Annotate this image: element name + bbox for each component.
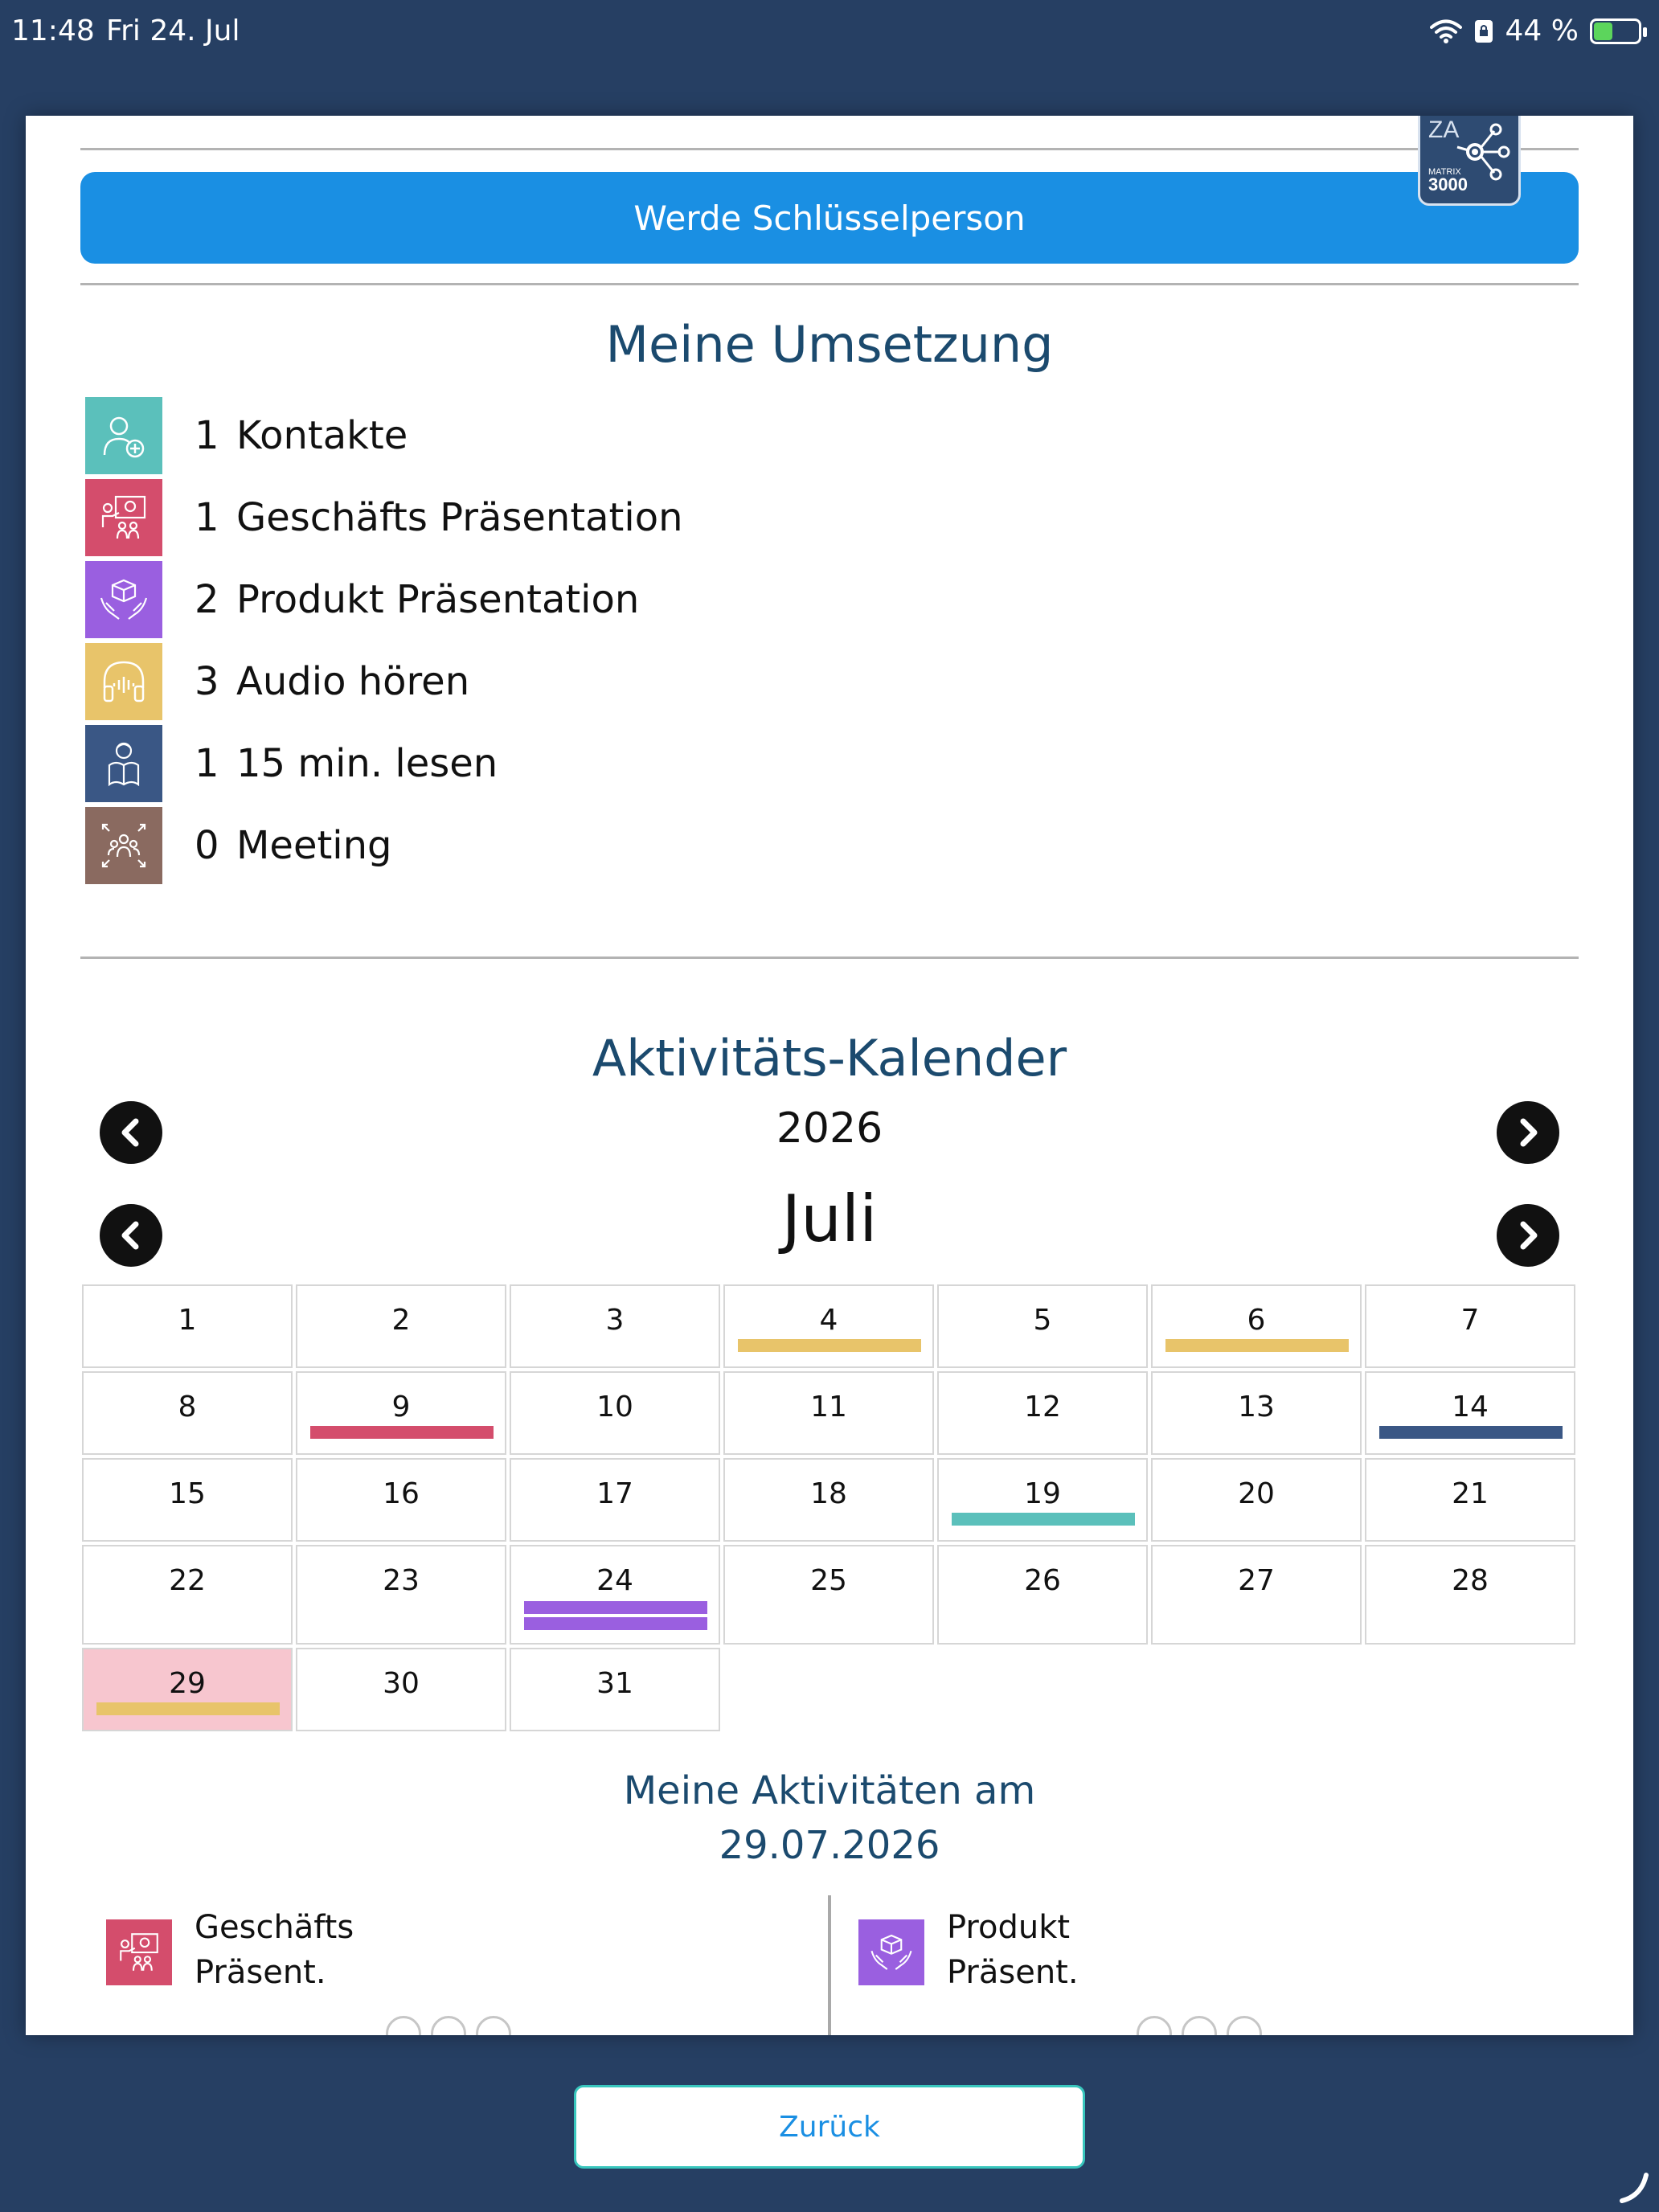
calendar-day-number: 7: [1460, 1304, 1480, 1337]
activity-count: 3: [195, 659, 219, 704]
next-year-button[interactable]: [1497, 1101, 1559, 1164]
status-bar: [0, 0, 1659, 64]
calendar-title: Aktivitäts-Kalender: [592, 1029, 1067, 1088]
product-presentation-icon: [858, 1919, 924, 1985]
calendar-day-number: 24: [596, 1564, 633, 1597]
svg-text:ZA: ZA: [1428, 117, 1460, 143]
calendar-day[interactable]: [296, 1284, 506, 1368]
back-button[interactable]: Zurück: [574, 2085, 1085, 2169]
calendar-day-number: 19: [1024, 1477, 1061, 1510]
activity-label: Kontakte: [236, 413, 408, 458]
calendar-day[interactable]: [1151, 1545, 1362, 1645]
headphones-icon: [85, 643, 162, 720]
svg-text:MATRIX: MATRIX: [1428, 167, 1461, 177]
calendar-day[interactable]: [82, 1284, 293, 1368]
umsetzung-title: Meine Umsetzung: [605, 315, 1054, 374]
activity-label-line2: Präsent.: [195, 1954, 326, 1991]
calendar-day-number: 16: [383, 1477, 420, 1510]
calendar-day-number: 26: [1024, 1564, 1061, 1597]
add-contact-icon: [85, 397, 162, 474]
calendar-day[interactable]: [937, 1284, 1148, 1368]
calendar-day[interactable]: [1151, 1458, 1362, 1542]
calendar-day-number: 2: [391, 1304, 411, 1337]
activity-count: 1: [195, 413, 219, 458]
status-indicators: [1430, 14, 1641, 47]
activity-row-audio: [85, 643, 469, 720]
rating-circle[interactable]: [1227, 2016, 1262, 2035]
calendar-day-number: 13: [1238, 1391, 1275, 1423]
my-activities-date: 29.07.2026: [719, 1823, 940, 1868]
calendar-day[interactable]: [1365, 1545, 1575, 1645]
orientation-lock-icon: [1473, 18, 1494, 44]
status-time: 11:48: [11, 14, 95, 47]
my-activity-product-presentation[interactable]: [858, 1905, 1079, 1995]
activity-row-product-presentation: [85, 561, 639, 638]
calendar-day-number: 31: [596, 1667, 633, 1700]
become-key-person-button[interactable]: Werde Schlüsselperson: [80, 172, 1579, 264]
product-presentation-icon: [85, 561, 162, 638]
calendar-day-number: 21: [1452, 1477, 1489, 1510]
calendar-day-number: 22: [169, 1564, 206, 1597]
my-activities-title: [26, 1763, 1633, 1873]
calendar-day-number: 15: [169, 1477, 206, 1510]
calendar-day-number: 30: [383, 1667, 420, 1700]
calendar-day-number: 5: [1033, 1304, 1052, 1337]
calendar-day[interactable]: [723, 1371, 934, 1455]
calendar-day[interactable]: [296, 1545, 506, 1645]
activity-count: 1: [195, 495, 219, 540]
calendar-day[interactable]: [296, 1648, 506, 1731]
matrix-3000-logo: [1418, 116, 1521, 206]
activity-marker: [96, 1702, 280, 1715]
activity-label: Audio hören: [236, 659, 470, 704]
calendar-day-number: 10: [596, 1391, 633, 1423]
calendar-day[interactable]: [82, 1545, 293, 1645]
calendar-day-number: 1: [178, 1304, 197, 1337]
calendar-day-number: 6: [1247, 1304, 1266, 1337]
calendar-day[interactable]: [937, 1458, 1148, 1542]
activity-count: 1: [195, 741, 219, 786]
calendar-day[interactable]: [723, 1458, 934, 1542]
rating-circle[interactable]: [1137, 2016, 1172, 2035]
calendar-day-number: 12: [1024, 1391, 1061, 1423]
calendar-day[interactable]: [1365, 1284, 1575, 1368]
calendar-day[interactable]: [296, 1371, 506, 1455]
battery-percent: 44 %: [1505, 14, 1579, 47]
calendar-day[interactable]: [82, 1648, 293, 1731]
activity-label: 15 min. lesen: [236, 741, 498, 786]
activity-row-business-presentation: [85, 479, 683, 556]
calendar-day-number: 20: [1238, 1477, 1275, 1510]
wifi-icon: [1430, 18, 1462, 44]
activity-label-line1: Geschäfts: [195, 1909, 354, 1946]
calendar-month: Juli: [781, 1182, 878, 1256]
calendar-day-number: 4: [819, 1304, 838, 1337]
rating-circle[interactable]: [431, 2016, 466, 2035]
calendar-day[interactable]: [937, 1371, 1148, 1455]
calendar-day[interactable]: [1365, 1458, 1575, 1542]
activity-label: Geschäfts Präsentation: [236, 495, 683, 540]
reading-icon: [85, 725, 162, 802]
divider: [80, 956, 1579, 959]
content-card: [26, 116, 1633, 2035]
divider: [80, 283, 1579, 285]
activity-label-line2: Präsent.: [947, 1954, 1079, 1991]
calendar-day[interactable]: [1151, 1371, 1362, 1455]
calendar-day[interactable]: [723, 1284, 934, 1368]
activity-row-reading: [85, 725, 498, 802]
meeting-icon: [85, 807, 162, 884]
calendar-day[interactable]: [937, 1545, 1148, 1645]
activity-count: 2: [195, 577, 219, 622]
activity-marker: [1379, 1426, 1563, 1439]
activity-label-line1: Produkt: [947, 1909, 1071, 1946]
calendar-day[interactable]: [510, 1371, 720, 1455]
calendar-day[interactable]: [510, 1648, 720, 1731]
calendar-day-number: 14: [1452, 1391, 1489, 1423]
calendar-day-number: 3: [605, 1304, 625, 1337]
my-activities-title-line1: Meine Aktivitäten am: [623, 1768, 1036, 1813]
activity-marker: [524, 1617, 707, 1630]
activity-marker: [1165, 1339, 1349, 1352]
calendar-day[interactable]: [510, 1458, 720, 1542]
divider: [80, 148, 1579, 150]
calendar-day-number: 11: [810, 1391, 847, 1423]
activity-marker: [952, 1513, 1135, 1526]
rating-circle[interactable]: [1182, 2016, 1217, 2035]
activity-count: 0: [195, 823, 219, 868]
svg-text:3000: 3000: [1428, 174, 1468, 195]
calendar-day[interactable]: [296, 1458, 506, 1542]
calendar-day-number: 27: [1238, 1564, 1275, 1597]
divider: [828, 1895, 831, 2035]
calendar-day[interactable]: [510, 1284, 720, 1368]
business-presentation-icon: [106, 1919, 172, 1985]
activity-label: Meeting: [236, 823, 392, 868]
activity-marker: [738, 1339, 921, 1352]
calendar-day[interactable]: [82, 1371, 293, 1455]
business-presentation-icon: [85, 479, 162, 556]
rating-circle[interactable]: [476, 2016, 511, 2035]
activity-label: Produkt Präsentation: [236, 577, 640, 622]
calendar-year: 2026: [776, 1104, 883, 1153]
calendar-day[interactable]: [1365, 1371, 1575, 1455]
calendar-day-number: 17: [596, 1477, 633, 1510]
chevron-right-icon: [1512, 1219, 1544, 1251]
calendar-day[interactable]: [510, 1545, 720, 1645]
rating-circle[interactable]: [386, 2016, 421, 2035]
activity-marker: [524, 1601, 707, 1614]
chevron-right-icon: [1512, 1116, 1544, 1149]
battery-icon: [1590, 18, 1641, 44]
resize-handle-icon[interactable]: [1616, 2169, 1651, 2204]
activity-marker: [310, 1426, 494, 1439]
calendar-day-number: 8: [178, 1391, 197, 1423]
status-date: Fri 24. Jul: [106, 14, 240, 47]
calendar-day-number: 9: [391, 1391, 411, 1423]
calendar-day-number: 25: [810, 1564, 847, 1597]
calendar-day[interactable]: [1151, 1284, 1362, 1368]
calendar-day-number: 23: [383, 1564, 420, 1597]
calendar-day-number: 18: [810, 1477, 847, 1510]
calendar-day-number: 29: [169, 1667, 206, 1700]
my-activity-business-presentation[interactable]: [106, 1905, 354, 1995]
activity-row-contacts: [85, 397, 408, 474]
activity-row-meeting: [85, 807, 392, 884]
calendar-day-number: 28: [1452, 1564, 1489, 1597]
calendar-day[interactable]: [723, 1545, 934, 1645]
next-month-button[interactable]: [1497, 1204, 1559, 1267]
calendar-day[interactable]: [82, 1458, 293, 1542]
